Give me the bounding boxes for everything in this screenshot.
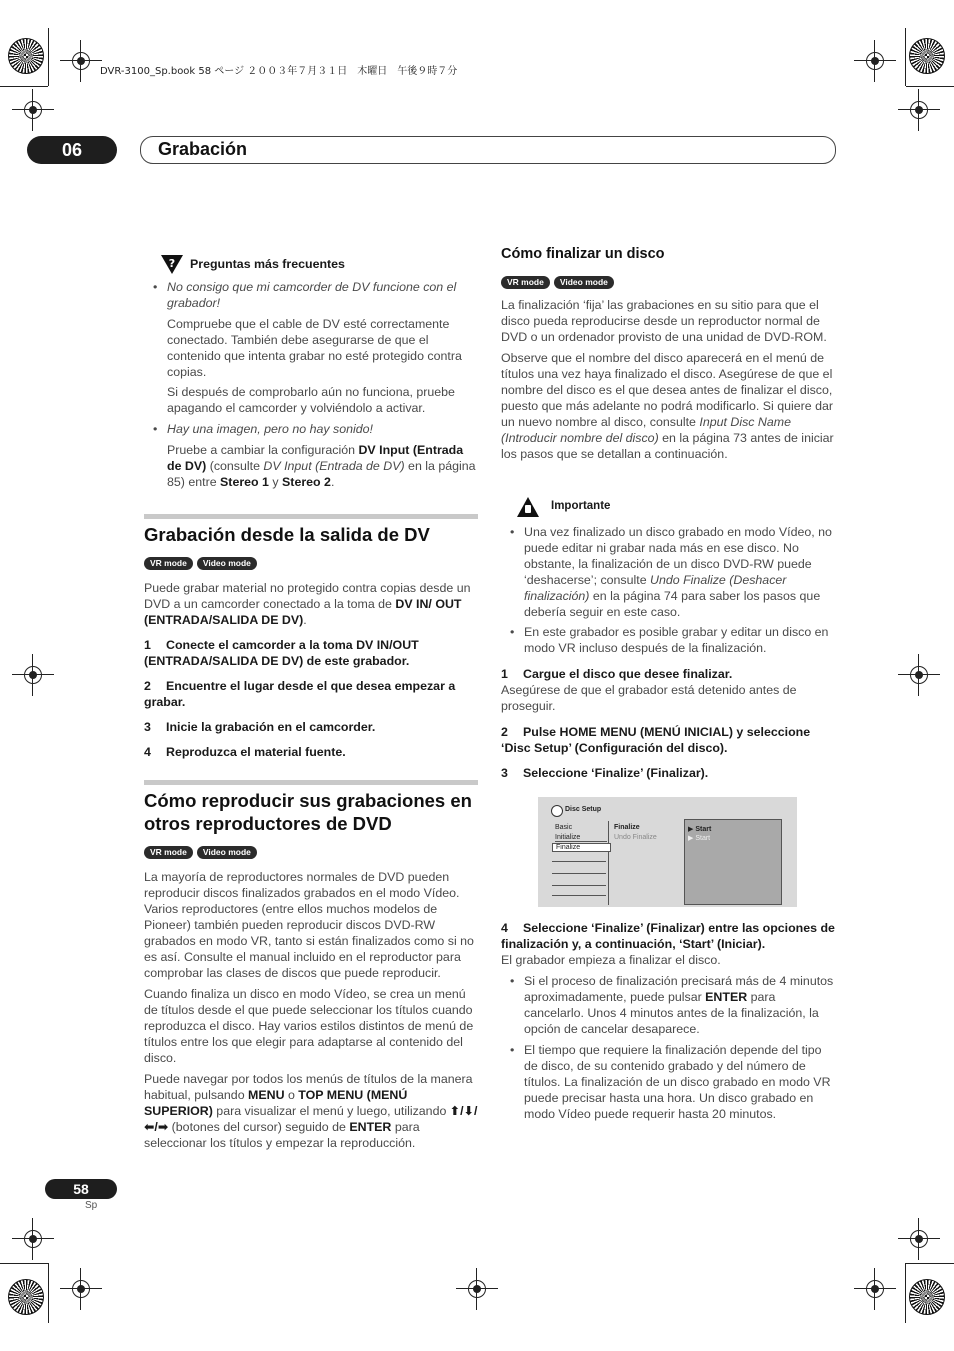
page-number: 58 [45,1179,117,1199]
crop-mark-icon [66,46,96,76]
crop-mark-icon [904,660,934,690]
faq-answer: Si después de comprobarlo aún no funciona, pruebe apagando el camcorder y volviéndolo a activar. [167,385,455,415]
bullet-icon: • [510,974,515,988]
step-note: Asegúrese de que el grabador está detenido antes de proseguir. [501,683,797,713]
crop-mark-icon [860,46,890,76]
vr-mode-badge: VR mode [144,846,193,859]
page-language: Sp [85,1200,98,1211]
step: 4 Reproduzca el material fuente. [144,745,346,759]
faq-answer: Compruebe que el cable de DV esté correctamente conectado. También debe asegurarse de que el contenido que intenta grabar no esté protegido contra copias. [167,317,462,379]
faq-icon [160,252,184,281]
screen-option: Finalize [614,824,640,831]
crop-mark-icon [66,1274,96,1304]
screen-divider [552,885,606,886]
screen-menu-item: Initialize [555,834,607,842]
screen-divider [552,873,606,874]
trim-line [906,86,954,87]
paragraph: La finalización ‘fija’ las grabaciones en su sitio para que el disco pueda reproducirse desde un reproductor normal de DVD o un ordenador provisto de una unidad de DVD-ROM. [501,298,827,344]
crop-mark-icon [18,95,48,125]
important-title: Importante [551,500,611,512]
important-icon [516,495,540,524]
screen-divider [552,861,606,862]
registration-rosette-icon [909,38,945,74]
crop-mark-icon [18,1224,48,1254]
disc-icon [551,805,563,817]
section-title: Grabación desde la salida de DV [144,524,430,545]
paragraph: Cuando finaliza un disco en modo Vídeo, se crea un menú de títulos desde el que puede seleccionar los títulos cuando reproduzca el disco. Hay varios estilos distintos de menú de títulos entre los que elegir para adaptarse al contenido del disco. [144,987,474,1065]
paragraph: Observe que el nombre del disco aparecerá en el menú de títulos una vez haya finalizado el disco. Asegúrese de que el nombre del disco es el que desea antes de finalizar el disco, puesto que más adelante no podrá modificarlo. Si quiere dar un nuevo nombre al disco, consulte Input Disc Name (Introducir nombre del disco) en la página 73 antes de iniciar los pasos que se detallan a continuación. [501,351,834,461]
screen-divider [552,895,606,896]
svg-text:?: ? [168,257,176,270]
screen-start-item: ▶ Start [688,826,712,833]
trim-line [48,1263,49,1323]
faq-title: Preguntas más frecuentes [190,257,345,271]
chapter-number: 06 [27,136,117,164]
finalize-steps [501,666,835,781]
vr-mode-badge: VR mode [501,276,550,289]
trim-line [906,1263,954,1264]
section-play [144,789,478,1151]
step: 3 Seleccione ‘Finalize’ (Finalizar). [501,766,709,780]
step: 1 Cargue el disco que desee finalizar. [501,667,733,681]
faq-question: No consigo que mi camcorder de DV funcione con el grabador! [167,280,457,310]
faq-answer: Pruebe a cambiar la configuración DV Input (Entrada de DV) (consulte DV Input (Entrada de DV) en la página 85) entre Stereo 1 y Stereo 2. [167,443,476,489]
registration-rosette-icon [8,38,44,74]
section-title: Cómo finalizar un disco [501,246,665,262]
important-list [510,524,835,656]
crop-mark-icon [904,1224,934,1254]
section-intro: Puede grabar material no protegido contra copias desde un DVD a un camcorder conectado a la toma de DV IN/ OUT (ENTRADA/SALIDA DE DV). [144,581,471,627]
bullet-icon: • [510,525,515,539]
chapter-title: Grabación [158,139,248,159]
section-rule [144,780,478,785]
registration-rosette-icon [909,1279,945,1315]
step: 2 Encuentre el lugar desde el que desea empezar a grabar. [144,679,456,709]
trim-line [0,86,48,87]
print-header: DVR-3100_Sp.book 58 ページ ２００３年７月３１日 木曜日 午後９時７分 [100,66,458,77]
trim-line [48,28,49,86]
cursor-arrows-icon: ⬆/⬇/⬅/➡ [144,1104,478,1134]
video-mode-badge: Video mode [197,846,257,859]
bullet-icon: • [153,280,158,294]
step: 3 Inicie la grabación en el camcorder. [144,720,376,734]
section-dv [144,523,478,760]
crop-mark-icon [462,1274,492,1304]
step-note: El grabador empieza a finalizar el disco. [501,953,721,967]
vr-mode-badge: VR mode [144,557,193,570]
bullet-icon: • [510,625,515,639]
screen-title: Disc Setup [565,806,602,813]
finalize-notes [510,973,835,1122]
trim-line [0,1263,48,1264]
list-item: Si el proceso de finalización precisará más de 4 minutos aproximadamente, puede pulsar ENTER para cancelarlo. Unos 4 minutos antes de la finalización, la opción de cancelar desaparece. [524,974,834,1036]
faq-block [153,279,477,490]
registration-rosette-icon [8,1279,44,1315]
screen-start-item: ▶ Start [688,835,711,842]
screen-option: Undo Finalize [614,834,657,841]
trim-line [905,1263,906,1323]
trim-line [905,28,906,86]
screen-menu-item: Basic [555,824,573,831]
video-mode-badge: Video mode [197,557,257,570]
section-rule [144,514,478,519]
step: 1 Conecte el camcorder a la toma DV IN/OUT (ENTRADA/SALIDA DE DV) de este grabador. [144,638,419,668]
finalize-steps-2 [501,920,835,968]
list-item: Una vez finalizado un disco grabado en modo Vídeo, no puede editar ni grabar nada más en ese disco. No obstante, la finalización de un disco DVD-RW puede ‘deshacerse’; consulte Undo Finalize (Deshacer finalización) en la página 74 para saber los pasos que debería seguir en este caso. [524,525,832,619]
list-item: En este grabador es posible grabar y editar un disco en modo VR incluso después de la finalización. [524,625,829,655]
paragraph: Puede navegar por todos los menús de títulos de la manera habitual, pulsando MENU o TOP MENU (MENÚ SUPERIOR) para visualizar el menú y luego, utilizando ⬆/⬇/⬅/➡ (botones del cursor) seguido de ENTER para seleccionar los títulos y empezar la reproducción. [144,1072,478,1150]
bullet-icon: • [510,1043,515,1057]
step: 4 Seleccione ‘Finalize’ (Finalizar) entre las opciones de finalización y, a continuación, ‘Start’ (Iniciar). [501,921,835,951]
step: 2 Pulse HOME MENU (MENÚ INICIAL) y seleccione ‘Disc Setup’ (Configuración del disco). [501,725,811,755]
crop-mark-icon [860,1274,890,1304]
section-finalize [501,245,835,462]
screen-menu-item: Finalize [552,843,611,852]
disc-setup-screen [538,797,797,907]
crop-mark-icon [18,660,48,690]
paragraph: La mayoría de reproductores normales de DVD pueden reproducir discos finalizados grabados en el modo Vídeo. Varios reproductores (entre ellos muchos modelos de Pioneer) también pueden reproducir discos DVD-RW grabados en modo VR, tanto si están finalizados como si no es así. Consulte el manual incluido en el reproductor para comprobar las clases de discos que puede reproducir. [144,870,474,980]
section-title: Cómo reproducir sus grabaciones en otros reproductores de DVD [144,790,472,834]
list-item: El tiempo que requiere la finalización depende del tipo de disco, de su contenido grabado y del número de títulos. La finalización de un disco grabado en modo VR puede precisar hasta una hora. Un disco grabado en modo Vídeo puede requerir hasta 20 minutos. [524,1043,831,1121]
faq-question: Hay una imagen, pero no hay sonido! [167,422,373,436]
crop-mark-icon [904,95,934,125]
video-mode-badge: Video mode [554,276,614,289]
bullet-icon: • [153,422,158,436]
